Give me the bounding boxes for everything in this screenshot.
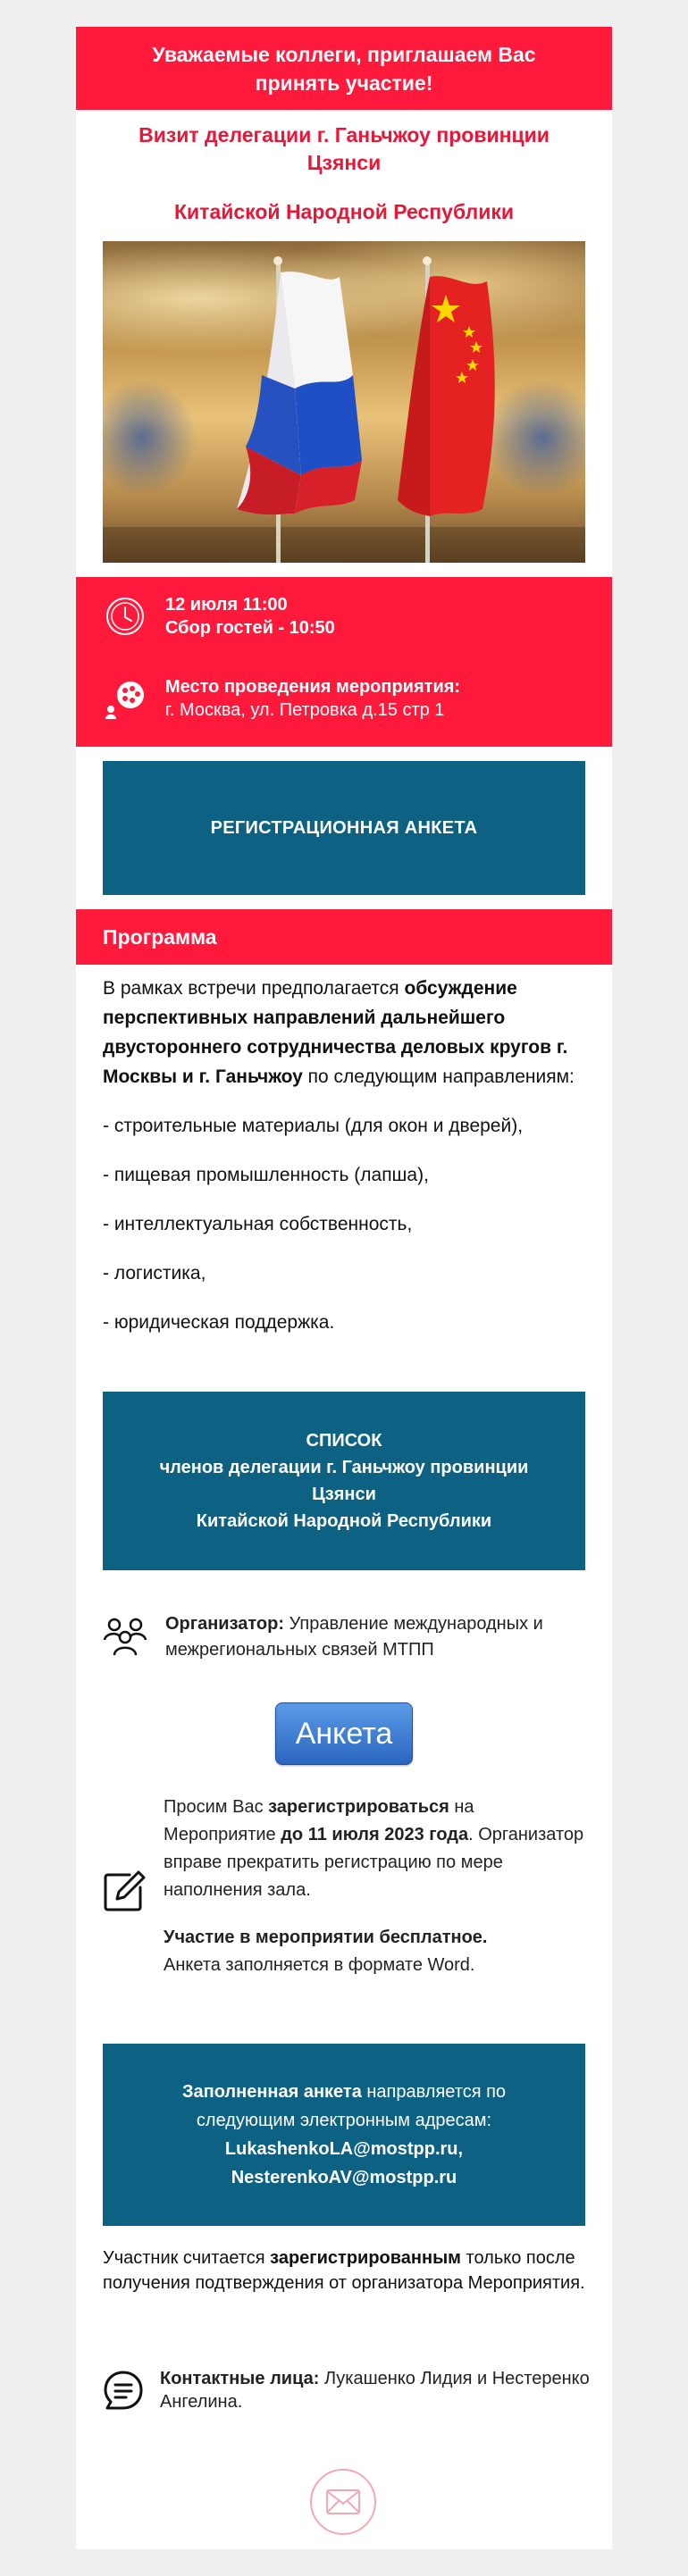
anketa-label: Анкета: [295, 1716, 393, 1751]
venue-address: г. Москва, ул. Петровка д.15 стр 1: [165, 700, 445, 720]
edit-form-icon: [103, 1869, 146, 1912]
program-description: [103, 974, 590, 1357]
registration-form-label: РЕГИСТРАЦИОННАЯ АНКЕТА: [210, 817, 478, 838]
organizer-value: Управление международных и межрегиональных связей МТПП: [165, 1614, 543, 1660]
program-intro: В рамках встречи предполагается обсуждение перспективных направлений дальнейшего двустороннего сотрудничества деловых кругов г. Москвы и г. Ганьчжоу по следующим направлениям:: [103, 978, 575, 1087]
chat-bubble-icon: [103, 2370, 144, 2411]
registration-confirmation-text: Участник считается зарегистрированным только после получения подтверждения от организатора Мероприятия.: [103, 2248, 585, 2293]
delegation-list-button[interactable]: [103, 1392, 585, 1570]
program-item: - интеллектуальная собственность,: [103, 1214, 413, 1234]
contacts-block: [103, 2367, 590, 2413]
program-heading: Программа: [103, 924, 217, 949]
event-title-line2: Китайской Народной Республики: [174, 200, 514, 223]
contacts-value: Лукашенко Лидия и Нестеренко Ангелина.: [160, 2369, 590, 2412]
organizer-block: [103, 1611, 590, 1663]
delegation-list-line2: членов делегации г. Ганьчжоу провинции Цзянси: [159, 1458, 529, 1504]
anketa-button[interactable]: [275, 1702, 413, 1765]
clock-icon: [103, 594, 147, 639]
program-item: - юридическая поддержка.: [103, 1312, 335, 1333]
venue-row: [103, 675, 460, 722]
event-gathering-time: Сбор гостей - 10:50: [165, 618, 335, 638]
registration-form-button[interactable]: [103, 761, 585, 895]
email-link-lukashenko[interactable]: LukashenkoLA@mostpp.ru,: [224, 2139, 464, 2159]
registration-note: [103, 1794, 590, 1979]
registration-deadline-text: Просим Вас зарегистрироваться на Мероприятие до 11 июля 2023 года. Организатор вправе прекратить регистрацию по мере наполнения зала.: [164, 1797, 584, 1900]
date-row: [103, 593, 335, 640]
program-heading-bar: [76, 909, 612, 965]
event-info-band: [76, 577, 612, 747]
program-item: - строительные материалы (для окон и дверей),: [103, 1116, 524, 1136]
contacts-label: Контактные лица:: [160, 2369, 320, 2388]
envelope-icon[interactable]: [310, 2469, 376, 2535]
delegation-list-line1: СПИСОК: [306, 1431, 382, 1451]
email-addresses-block: [103, 2044, 585, 2226]
delegation-list-line3: Китайской Народной Республики: [196, 1511, 492, 1531]
participation-free-text: Участие в мероприятии бесплатное. Анкета заполняется в формате Word.: [164, 1928, 488, 1975]
program-item: - пищевая промышленность (лапша),: [103, 1165, 429, 1185]
email-link-nesterenko[interactable]: NesterenkoAV@mostpp.ru: [231, 2168, 457, 2187]
venue-label: Место проведения мероприятия:: [165, 677, 461, 697]
emails-intro: Заполненная анкета направляется по следующим электронным адресам:: [181, 2082, 507, 2130]
event-date: 12 июля 11:00: [165, 595, 288, 615]
people-group-icon: [103, 1613, 147, 1658]
event-title-line1: Визит делегации г. Ганьчжоу провинции Цзянси: [138, 123, 550, 174]
invitation-banner: [76, 27, 612, 110]
russia-china-flags-photo: [103, 241, 585, 563]
program-item: - логистика,: [103, 1263, 206, 1284]
invitation-text: Уважаемые коллеги, приглашаем Вас принять участие!: [152, 42, 536, 95]
organizer-label: Организатор:: [165, 1614, 285, 1634]
meeting-people-icon: [103, 676, 147, 721]
email-body: [76, 27, 612, 2549]
